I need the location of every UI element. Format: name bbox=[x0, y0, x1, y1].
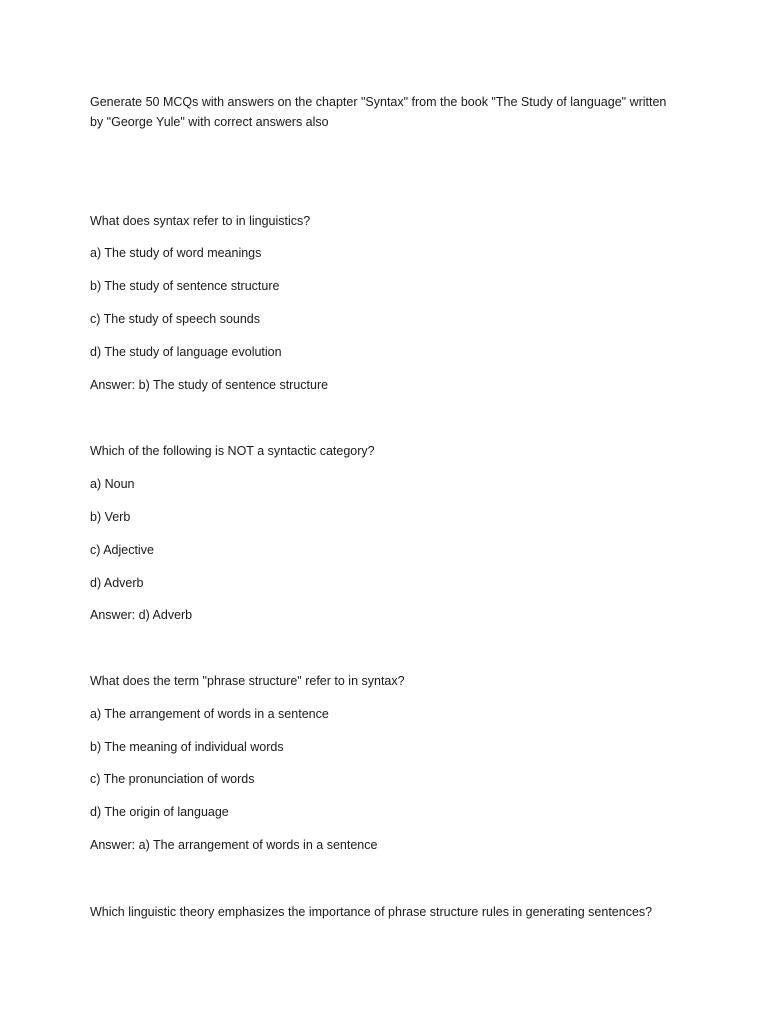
question-3-option-b: b) The meaning of individual words bbox=[90, 740, 284, 754]
question-2-option-d: d) Adverb bbox=[90, 576, 144, 590]
question-2-option-a: a) Noun bbox=[90, 477, 135, 491]
question-4: Which linguistic theory emphasizes the importance of phrase structure rules in generating sentences? bbox=[90, 905, 653, 919]
question-1-option-d: d) The study of language evolution bbox=[90, 345, 282, 359]
question-2-option-b: b) Verb bbox=[90, 510, 131, 524]
intro-line-2: by "George Yule" with correct answers also bbox=[90, 115, 329, 129]
document-page bbox=[90, 0, 710, 1024]
question-2: Which of the following is NOT a syntactic category? bbox=[90, 444, 375, 458]
question-1-option-c: c) The study of speech sounds bbox=[90, 312, 261, 326]
question-1-option-a: a) The study of word meanings bbox=[90, 246, 262, 260]
question-3-option-c: c) The pronunciation of words bbox=[90, 772, 255, 786]
question-1-option-b: b) The study of sentence structure bbox=[90, 279, 280, 293]
question-1: What does syntax refer to in linguistics? bbox=[90, 214, 311, 228]
question-3-option-a: a) The arrangement of words in a sentence bbox=[90, 707, 329, 721]
question-3-option-d: d) The origin of language bbox=[90, 805, 229, 819]
question-1-answer: Answer: b) The study of sentence structure bbox=[90, 378, 329, 392]
intro-line-1: Generate 50 MCQs with answers on the chapter "Syntax" from the book "The Study of language" written bbox=[90, 95, 667, 109]
question-2-option-c: c) Adjective bbox=[90, 543, 154, 557]
question-3: What does the term "phrase structure" refer to in syntax? bbox=[90, 674, 405, 688]
question-3-answer: Answer: a) The arrangement of words in a sentence bbox=[90, 838, 378, 852]
question-2-answer: Answer: d) Adverb bbox=[90, 608, 193, 622]
